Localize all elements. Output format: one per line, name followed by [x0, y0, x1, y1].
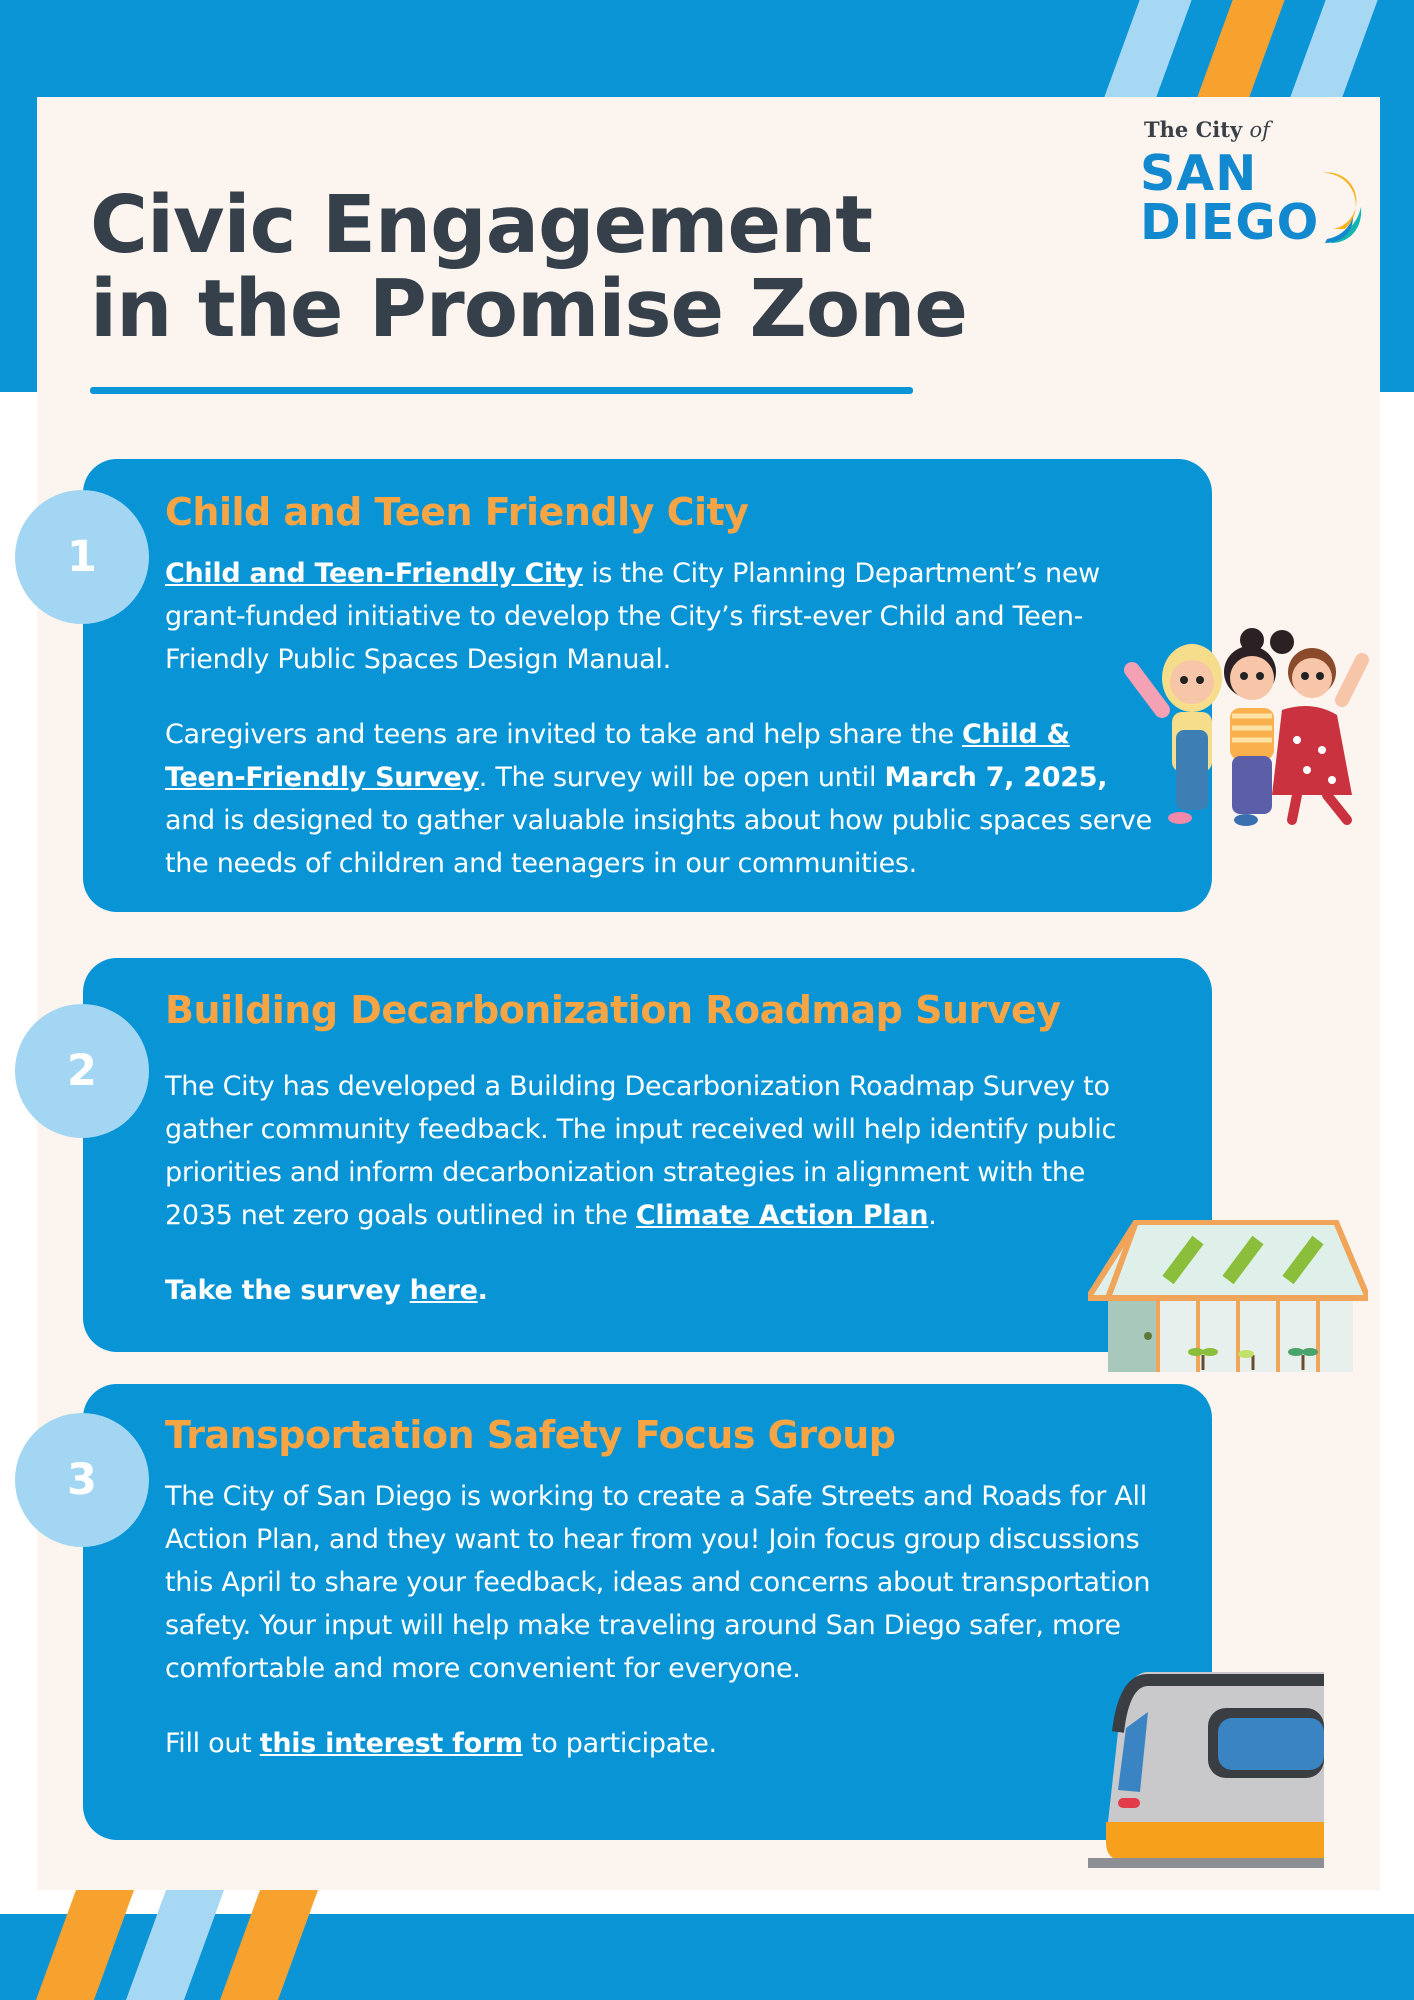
section-1-paragraph-2: Caregivers and teens are invited to take and help share the Child & Teen-Friendly Survey. The survey will be open until March 7, 2025, and is designed to gather valuable insights about how public spaces serve the needs of children and teenagers in our communities. — [165, 719, 1152, 879]
logo-small-text: The City of — [1144, 117, 1270, 142]
section-body-3 — [165, 1475, 1160, 1765]
trolley-illustration — [1088, 1672, 1324, 1868]
section-title-3: Transportation Safety Focus Group — [165, 1413, 896, 1457]
top-stripes-decoration — [1090, 0, 1414, 97]
page-title-line2: in the Promise Zone — [90, 263, 967, 355]
section-2-paragraph-2: Take the survey here. — [165, 1275, 488, 1306]
children-waving-illustration — [1122, 620, 1380, 830]
section-title-1: Child and Teen Friendly City — [165, 490, 749, 534]
interest-form-link[interactable]: this interest form — [259, 1728, 523, 1759]
section-2-paragraph-1: The City has developed a Building Decarbonization Roadmap Survey to gather community feedback. The input received will help identify public priorities and inform decarbonization strategies in alignment with the 2035 net zero goals outlined in the Climate Action Plan. — [165, 1071, 1117, 1231]
survey-here-link[interactable]: here — [409, 1275, 478, 1306]
climate-action-plan-link[interactable]: Climate Action Plan — [635, 1200, 929, 1231]
section-body-1 — [165, 552, 1155, 885]
city-of-san-diego-logo — [1140, 115, 1365, 260]
section-number-3: 3 — [15, 1413, 149, 1547]
section-body-2 — [165, 1065, 1155, 1312]
child-teen-friendly-city-link[interactable]: Child and Teen-Friendly City — [165, 558, 583, 589]
section-1-paragraph-1: Child and Teen-Friendly City is the City Planning Department’s new grant-funded initiative to develop the City’s first-ever Child and Teen-Friendly Public Spaces Design Manual. — [165, 558, 1100, 675]
sun-wave-icon — [1305, 167, 1365, 247]
bottom-stripes-decoration — [0, 1890, 360, 2000]
page-title-line1: Civic Engagement — [90, 179, 873, 271]
greenhouse-illustration — [1088, 1220, 1368, 1372]
page-title — [90, 179, 990, 355]
section-number-2: 2 — [15, 1004, 149, 1138]
section-3-paragraph-2: Fill out this interest form to participate. — [165, 1728, 717, 1759]
child-teen-friendly-survey-link[interactable]: Child & Teen-Friendly Survey — [165, 719, 1070, 793]
section-title-2: Building Decarbonization Roadmap Survey — [165, 988, 1061, 1032]
section-number-1: 1 — [15, 490, 149, 624]
logo-line1: SAN — [1140, 145, 1258, 202]
section-3-paragraph-1: The City of San Diego is working to create a Safe Streets and Roads for All Action Plan, and they want to hear from you! Join focus group discussions this April to share your feedback, ideas and concerns about transportation safety. Your input will help make traveling around San Diego safer, more comfortable and more convenient for everyone. — [165, 1481, 1151, 1684]
title-underline — [90, 387, 913, 394]
logo-line2: DIEGO — [1140, 194, 1320, 251]
